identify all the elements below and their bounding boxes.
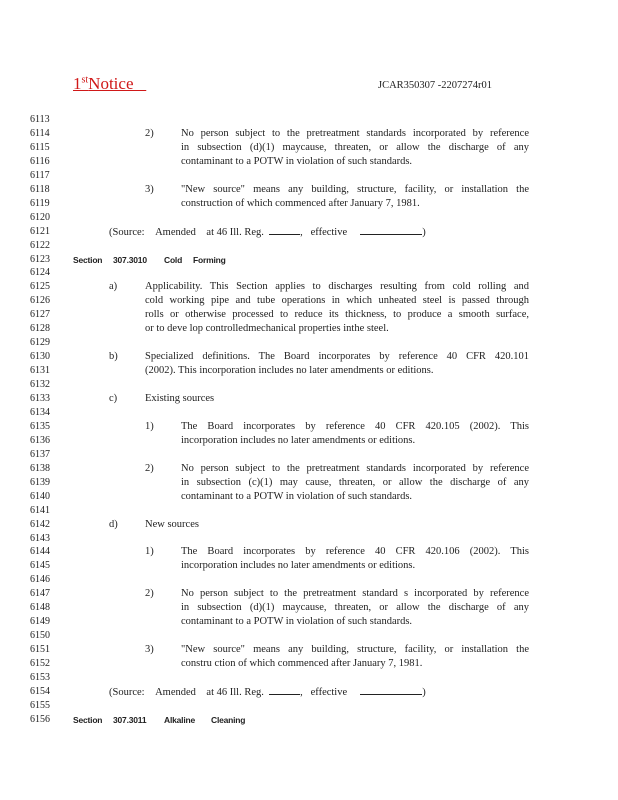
effective-date-blank[interactable] (360, 225, 422, 235)
item-label: 2) (145, 128, 154, 139)
body-text: No person subject to the pretreatment standards incorporated by reference (181, 128, 529, 139)
body-text: contaminant to a POTW in violation of such standards. (181, 616, 413, 627)
line-number: 6155 (30, 700, 50, 711)
line-number: 6123 (30, 254, 50, 265)
item-label: 3) (145, 644, 154, 655)
line-number: 6144 (30, 546, 50, 557)
item-label: a) (109, 281, 118, 292)
section-heading-s2: 307.3010 (113, 255, 147, 265)
line-number: 6156 (30, 714, 50, 725)
line-number: 6120 (30, 212, 50, 223)
body-text: (2002). This incorporation includes no later amendments or editions. (145, 365, 434, 376)
body-text: construction of which commenced after January 7, 1981. (181, 198, 420, 209)
section-heading-s2: 307.3011 (113, 715, 147, 725)
line-number: 6132 (30, 379, 50, 390)
body-text: contaminant to a POTW in violation of such standards. (181, 491, 413, 502)
reg-blank[interactable] (269, 225, 300, 235)
item-label: 2) (145, 588, 154, 599)
line-number: 6133 (30, 393, 50, 404)
body-text: The Board incorporates by reference 40 CFR 420.105 (2002). This (181, 421, 529, 432)
line-number: 6148 (30, 602, 50, 613)
line-number: 6145 (30, 560, 50, 571)
line-number: 6125 (30, 281, 50, 292)
document-code: JCAR350307 -2207274r01 (378, 80, 493, 91)
effective-date-blank[interactable] (360, 685, 422, 695)
body-text: cold working pipe and tube operations in which unheated steel is passed through (145, 295, 529, 306)
section-heading-s4: Forming (193, 255, 226, 265)
section-heading-s4: Cleaning (211, 715, 246, 725)
line-number: 6127 (30, 309, 50, 320)
item-label: 1) (145, 421, 154, 432)
notice-title: 1stNotice (73, 74, 134, 93)
body-text: No person subject to the pretreatment standard s incorporated by reference (181, 588, 529, 599)
body-text: No person subject to the pretreatment standards incorporated by reference (181, 463, 529, 474)
line-number: 6117 (30, 170, 50, 181)
section-heading-s1: Section (73, 715, 103, 725)
body-text: Applicability. This Section applies to discharges resulting from cold rolling and (145, 281, 529, 292)
body-text: contaminant to a POTW in violation of such standards. (181, 156, 413, 167)
item-label: 1) (145, 546, 154, 557)
body-text: incorporation includes no later amendments or editions. (181, 435, 416, 446)
line-number: 6143 (30, 533, 50, 544)
line-number: 6116 (30, 156, 50, 167)
item-label: 2) (145, 463, 154, 474)
body-text: constru ction of which commenced after January 7, 1981. (181, 658, 423, 669)
line-number: 6138 (30, 463, 50, 474)
section-heading-s1: Section (73, 255, 103, 265)
item-label: 3) (145, 184, 154, 195)
line-number: 6134 (30, 407, 50, 418)
section-heading-s3: Cold (164, 255, 183, 265)
source-note: (Source: Amended at 46 Ill. Reg. , effective ) (109, 227, 426, 238)
line-number: 6152 (30, 658, 50, 669)
body-text: The Board incorporates by reference 40 CFR 420.106 (2002). This (181, 546, 529, 557)
line-number: 6126 (30, 295, 50, 306)
reg-blank[interactable] (269, 685, 300, 695)
body-text: in subsection (d)(1) maycause, threaten, or allow the discharge of any (181, 142, 529, 153)
line-number: 6151 (30, 644, 50, 655)
line-number: 6154 (30, 686, 50, 697)
line-number: 6146 (30, 574, 50, 585)
source-note: (Source: Amended at 46 Ill. Reg. , effective ) (109, 687, 426, 698)
item-label: b) (109, 351, 118, 362)
line-number: 6121 (30, 226, 50, 237)
body-text: Specialized definitions. The Board incorporates by reference 40 CFR 420.101 (145, 351, 529, 362)
line-number: 6142 (30, 519, 50, 530)
item-label: c) (109, 393, 118, 404)
line-number: 6150 (30, 630, 50, 641)
body-text: Existing sources (145, 393, 215, 404)
line-number: 6129 (30, 337, 50, 348)
body-text: or to deve lop controlledmechanical properties inthe steel. (145, 323, 389, 334)
line-number: 6135 (30, 421, 50, 432)
item-label: d) (109, 519, 118, 530)
line-number: 6137 (30, 449, 50, 460)
body-text: "New source" means any building, structure, facility, or installation the (181, 184, 529, 195)
line-number: 6115 (30, 142, 50, 153)
line-number: 6124 (30, 267, 50, 278)
line-number: 6139 (30, 477, 50, 488)
line-number: 6140 (30, 491, 50, 502)
body-text: in subsection (d)(1) maycause, threaten, or allow the discharge of any (181, 602, 529, 613)
line-number: 6147 (30, 588, 50, 599)
body-text: "New source" means any building, structure, facility, or installation the (181, 644, 529, 655)
line-number: 6128 (30, 323, 50, 334)
line-number: 6149 (30, 616, 50, 627)
line-number: 6119 (30, 198, 50, 209)
line-number: 6122 (30, 240, 50, 251)
line-number: 6130 (30, 351, 50, 362)
line-number: 6113 (30, 114, 50, 125)
body-text: in subsection (c)(1) may cause, threaten, or allow the discharge of any (181, 477, 529, 488)
line-number: 6118 (30, 184, 50, 195)
line-number: 6114 (30, 128, 50, 139)
body-text: incorporation includes no later amendments or editions. (181, 560, 416, 571)
body-text: rolls or otherwise processed to reduce its thickness, to produce a smooth surface, (145, 309, 529, 320)
line-number: 6136 (30, 435, 50, 446)
line-number: 6141 (30, 505, 50, 516)
line-number: 6131 (30, 365, 50, 376)
line-number: 6153 (30, 672, 50, 683)
section-heading-s3: Alkaline (164, 715, 195, 725)
body-text: New sources (145, 519, 199, 530)
